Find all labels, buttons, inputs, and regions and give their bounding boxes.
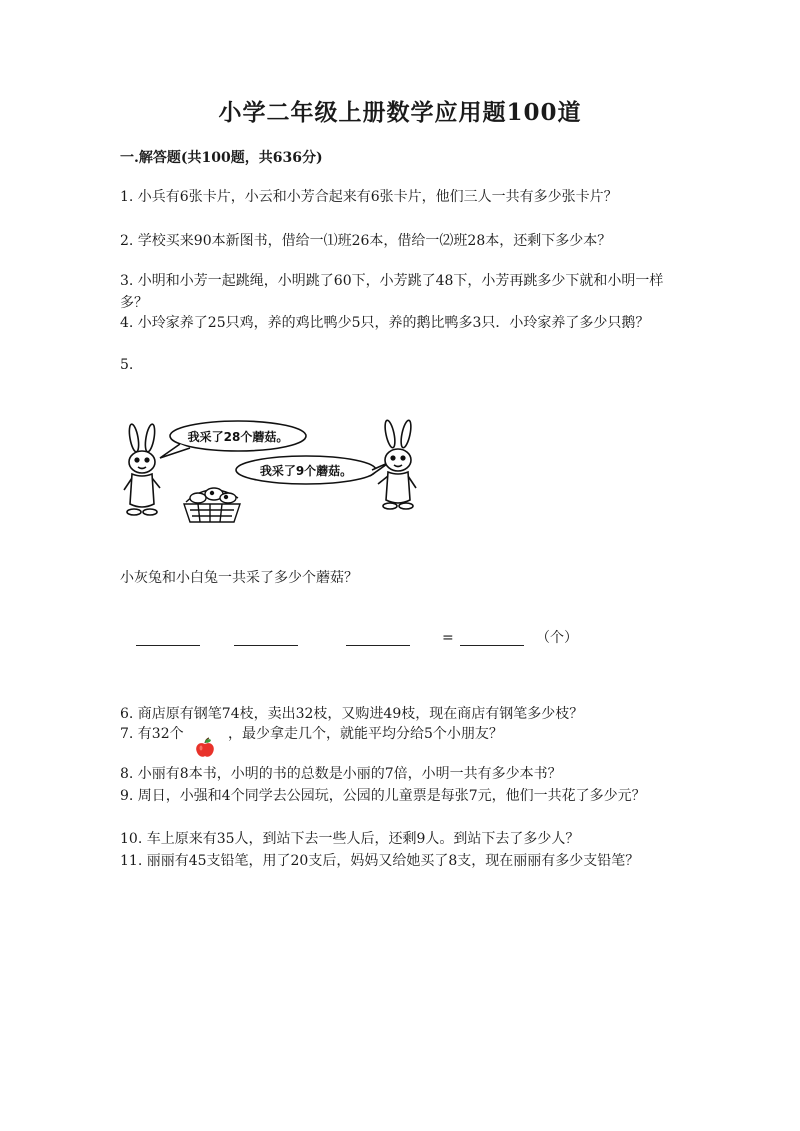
- question-5-text: 小灰兔和小白兔一共采了多少个蘑菇？: [120, 570, 358, 586]
- answer-unit: （个）: [536, 630, 578, 646]
- answer-blank-3[interactable]: [346, 627, 410, 646]
- question-1: 1. 小兵有6张卡片，小云和小芳合起来有6张卡片，他们三人一共有多少张卡片？: [120, 189, 618, 205]
- answer-blank-2[interactable]: [234, 627, 298, 646]
- question-3: 3. 小明和小芳一起跳绳，小明跳了60下，小芳跳了48下，小芳再跳多少下就和小明一样多？: [120, 273, 664, 311]
- answer-row: [136, 627, 586, 649]
- equals-sign: =: [442, 630, 454, 646]
- question-9: 9. 周日，小强和4个同学去公园玩，公园的儿童票是每张7元，他们一共花了多少元？: [120, 788, 646, 804]
- question-7-suffix: ，最少拿走几个，就能平均分给5个小朋友？: [228, 726, 503, 742]
- left-rabbit-icon: [124, 424, 160, 515]
- right-bubble-text: 我采了9个蘑菇。: [259, 464, 353, 478]
- mushroom-basket-icon: [184, 488, 240, 522]
- apple-icon: [195, 737, 215, 759]
- answer-blank-1[interactable]: [136, 627, 200, 646]
- question-5-number: 5.: [120, 357, 134, 373]
- question-7-prefix: 7. 有32个: [120, 726, 184, 742]
- question-8: 8. 小丽有8本书，小明的书的总数是小丽的7倍，小明一共有多少本书？: [120, 766, 562, 782]
- question-4: 4. 小玲家养了25只鸡，养的鸡比鸭少5只，养的鹅比鸭多3只．小玲家养了多少只鹅？: [120, 315, 650, 331]
- question-11: 11. 丽丽有45支铅笔，用了20支后，妈妈又给她买了8支，现在丽丽有多少支铅笔？: [120, 853, 640, 869]
- question-2: 2. 学校买来90本新图书，借给一⑴班26本，借给一⑵班28本，还剩下多少本？: [120, 233, 612, 249]
- question-10: 10. 车上原来有35人，到站下去一些人后，还剩9人。到站下去了多少人？: [120, 831, 580, 847]
- page-title: 小学二年级上册数学应用题100道: [218, 99, 582, 126]
- answer-blank-result[interactable]: [460, 627, 524, 646]
- section-heading: 一.解答题(共100题，共636分): [120, 150, 323, 166]
- question-6: 6. 商店原有钢笔74枝，卖出32枝，又购进49枝，现在商店有钢笔多少枝？: [120, 706, 584, 722]
- rabbits-mushrooms-illustration: [120, 418, 432, 534]
- left-bubble-text: 我采了28个蘑菇。: [187, 430, 289, 444]
